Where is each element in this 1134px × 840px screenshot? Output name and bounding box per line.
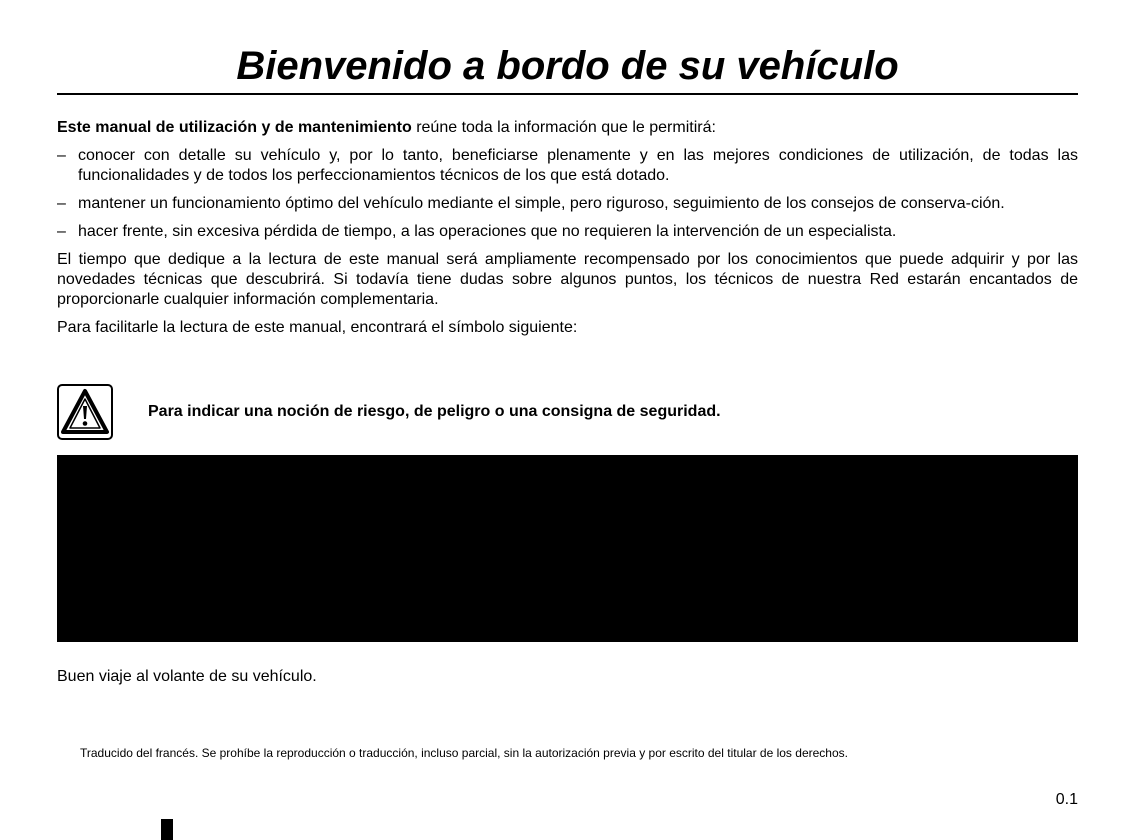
benefits-list — [57, 146, 1078, 242]
list-dash: – — [57, 147, 66, 164]
corner-mark — [161, 819, 173, 840]
warning-triangle-icon — [57, 384, 113, 440]
intro-bold: Este manual de utilización y de mantenimiento — [57, 119, 412, 136]
intro-paragraph — [57, 118, 1078, 138]
page-number: 0.1 — [1055, 791, 1078, 808]
main-content — [57, 118, 1078, 346]
list-item — [57, 146, 1078, 186]
redacted-block — [57, 455, 1078, 642]
list-dash: – — [57, 195, 66, 212]
title-divider — [57, 93, 1078, 95]
list-item — [57, 194, 1078, 214]
footer-note: Traducido del francés. Se prohíbe la reproducción o traducción, incluso parcial, sin la autorización previa y por escrito del titular de los derechos. — [80, 746, 848, 760]
list-dash: – — [57, 223, 66, 240]
symbol-intro: Para facilitarle la lectura de este manual, encontrará el símbolo siguiente: — [57, 319, 578, 336]
page-title: Bienvenido a bordo de su vehículo — [236, 44, 899, 88]
warning-text: Para indicar una noción de riesgo, de peligro o una consigna de seguridad. — [148, 403, 721, 420]
intro-rest: reúne toda la información que le permitirá: — [411, 119, 716, 136]
list-item-text: hacer frente, sin excesiva pérdida de tiempo, a las operaciones que no requieren la intervención de un especialista. — [78, 223, 897, 240]
body-paragraph: El tiempo que dedique a la lectura de este manual será ampliamente recompensado por los conocimientos que puede adquirir y por las novedades técnicas que descubrirá. Si todavía tiene dudas sobre algunos puntos, los técnicos de nuestra Red estarán encantados de proporcionarle cualquier información complementaria. — [57, 251, 1078, 308]
closing-text: Buen viaje al volante de su vehículo. — [57, 668, 317, 685]
list-item-text: conocer con detalle su vehículo y, por lo tanto, beneficiarse plenamente y en las mejores condiciones de utilización, de todas las funcionalidades y de todos los perfeccionamientos técnicos de los que está dotado. — [78, 147, 1078, 184]
list-item-text: mantener un funcionamiento óptimo del vehículo mediante el simple, pero riguroso, seguimiento de los consejos de conserva-ción. — [78, 195, 1005, 212]
list-item — [57, 222, 1078, 242]
